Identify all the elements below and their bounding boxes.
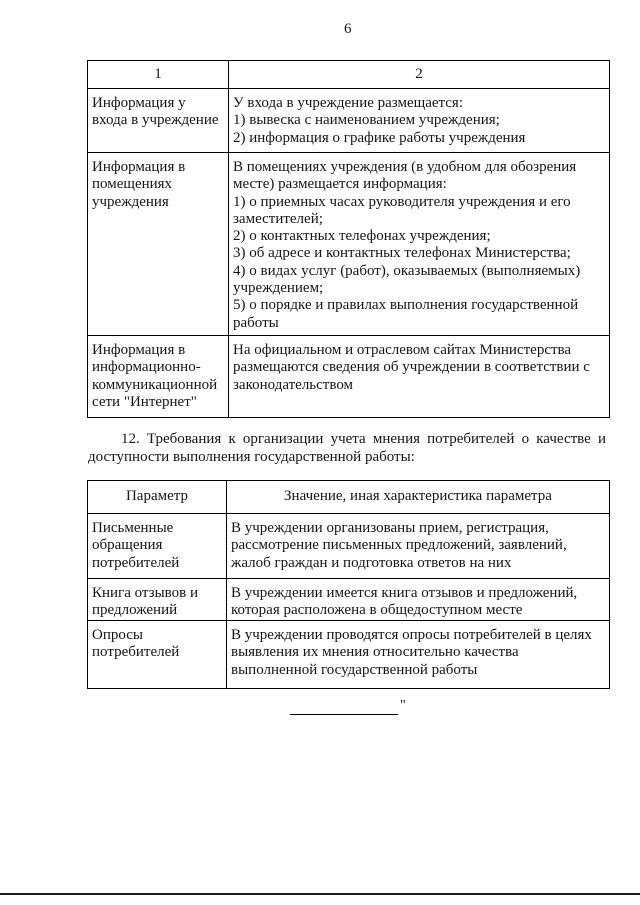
information-table-value-cell [229,153,610,336]
information-table-label-cell [88,336,229,418]
cell-text-line: 4) о видах услуг (работ), оказываемых (выполняемых) [233,262,581,279]
cell-text-line: 1) вывеска с наименованием учреждения; [233,112,500,129]
cell-text-line: потребителей [92,554,180,571]
cell-text-line: размещаются сведения об учреждении в соответствии с [233,359,590,376]
feedback-table-label-cell [88,579,227,621]
cell-text-line: В учреждении организованы прием, регистрация, [231,520,549,536]
paragraph-line: 12. Требования к организации учета мнения потребителей о качестве и [121,431,606,447]
scan-edge-line [0,893,640,895]
cell-text-line: У входа в учреждение размещается: [233,95,463,111]
feedback-table-row [88,579,610,621]
cell-text-line: 5) о порядке и правилах выполнения государственной [233,297,579,314]
feedback-table-header-row [88,481,610,514]
feedback-table-value-cell [227,579,610,621]
closing-underline [290,701,398,715]
cell-text-line: выявления их мнения относительно качества [231,644,519,661]
information-table-value-cell [229,336,610,418]
feedback-table [87,480,610,689]
cell-text-line: коммуникационной [92,376,218,393]
cell-text-line: выполненной государственной работы [231,661,478,678]
feedback-table-row [88,514,610,579]
cell-text-line: Информация в [92,342,186,358]
information-table-row [88,336,610,418]
page-number: 6 [344,21,352,37]
information-table-label-cell [88,153,229,336]
cell-text-line: заместителей; [233,210,323,227]
closing-quote-mark: " [400,698,406,713]
cell-text-line: В учреждении имеется книга отзывов и предложений, [231,585,578,601]
cell-text-line: Информация в [92,159,186,175]
information-table-header-cell: 2 [229,61,610,89]
cell-text-line: предложений [92,602,178,619]
cell-text-line: В учреждении проводятся опросы потребителей в целях [231,627,592,643]
cell-text-line: потребителей [92,644,180,661]
feedback-table-label-cell [88,621,227,689]
cell-text-line: 2) информация о графике работы учреждения [233,129,526,146]
cell-text-line: рассмотрение письменных предложений, заявлений, [231,537,567,554]
cell-text-line: учреждения [92,193,169,210]
paragraph-line: доступности выполнения государственной работы: [88,448,415,465]
feedback-table-row [88,621,610,689]
cell-text-line: работы [233,314,279,331]
cell-text-line: Информация у [92,95,186,111]
cell-text-line: сети "Интернет" [92,393,197,410]
cell-text-line: жалоб граждан и подготовка ответов на них [231,554,512,571]
cell-text-line: Письменные [92,520,174,536]
cell-text-line: На официальном и отраслевом сайтах Министерства [233,342,572,358]
information-table-label-cell [88,89,229,153]
information-table [87,60,610,418]
feedback-table-label-cell [88,514,227,579]
information-table-header-cell: 1 [88,61,229,89]
section-12-paragraph [88,431,606,466]
cell-text-line: входа в учреждение [92,112,219,129]
feedback-table-body [88,481,610,689]
cell-text-line: 1) о приемных часах руководителя учреждения и его [233,193,571,210]
cell-text-line: информационно- [92,359,201,376]
cell-text-line: 2) о контактных телефонах учреждения; [233,228,491,245]
feedback-table-value-cell [227,514,610,579]
information-table-row [88,89,610,153]
cell-text-line: помещениях [92,176,173,193]
cell-text-line: учреждением; [233,280,324,297]
feedback-table-header-cell: Значение, иная характеристика параметра [227,481,610,514]
cell-text-line: Опросы [92,627,143,643]
information-table-row [88,153,610,336]
cell-text-line: Книга отзывов и [92,585,199,601]
cell-text-line: которая расположена в общедоступном месте [231,602,523,619]
cell-text-line: месте) размещается информация: [233,176,447,193]
information-table-body [88,61,610,418]
feedback-table-value-cell [227,621,610,689]
feedback-table-header-cell: Параметр [88,481,227,514]
information-table-header-row [88,61,610,89]
cell-text-line: 3) об адресе и контактных телефонах Министерства; [233,245,571,262]
information-table-value-cell [229,89,610,153]
cell-text-line: обращения [92,537,163,554]
cell-text-line: В помещениях учреждения (в удобном для обозрения [233,159,577,175]
cell-text-line: законодательством [233,376,354,393]
